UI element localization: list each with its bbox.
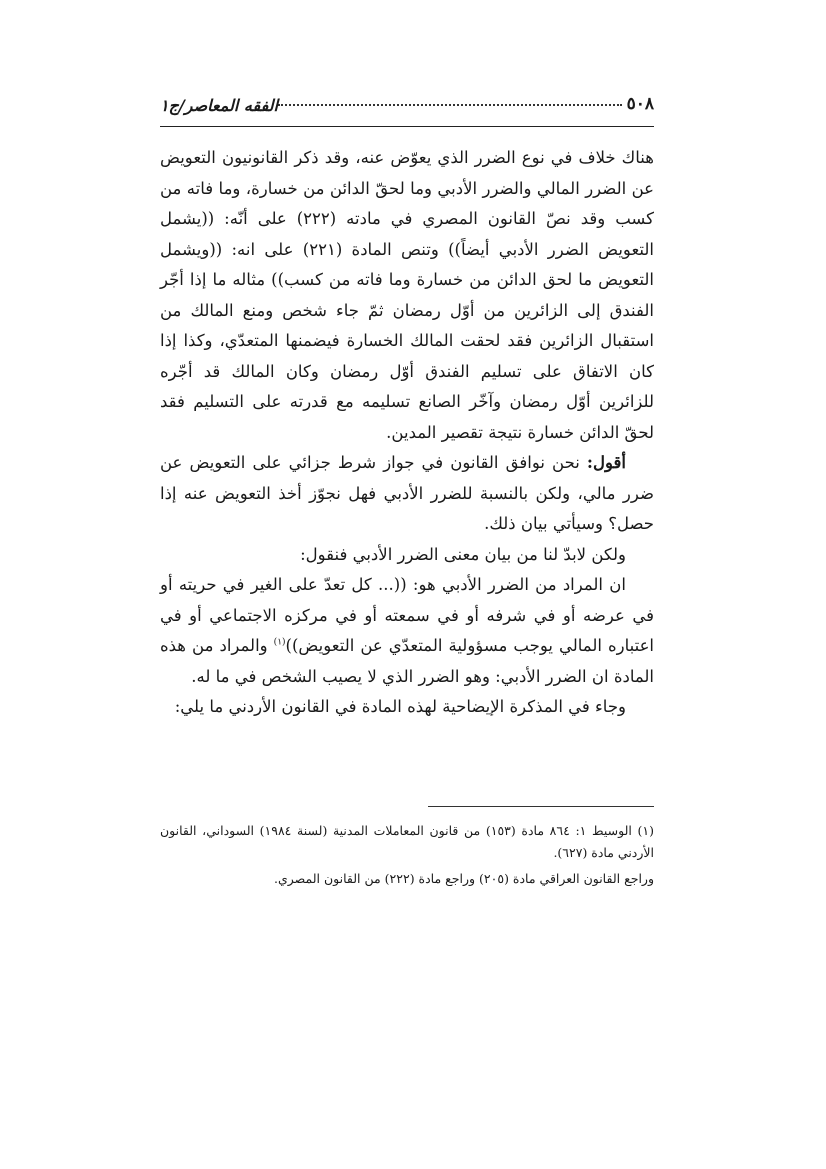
body-text (160, 143, 654, 723)
footnotes (160, 820, 654, 894)
page-header (160, 94, 654, 124)
paragraph-memo: وجاء في المذكرة الإيضاحية لهذه المادة في القانون الأردني ما يلي: (174, 697, 626, 716)
definition-explanation: والمراد من هذه المادة ان الضرر الأدبي: وهو الضرر الذي لا يصيب الشخص في ما له. (160, 636, 654, 686)
running-title: الفقه المعاصر/ج١ (160, 96, 278, 115)
paragraph-definition (160, 570, 654, 692)
footnote-marker: (١) (273, 637, 286, 648)
paragraph-intro: هناك خلاف في نوع الضرر الذي يعوّض عنه، وقد ذكر القانونيون التعويض عن الضرر المالي والضرر الأدبي وما لحقّ الدائن من خسارة، وما فاته من كسب وقد نصّ القانون المصري في مادته (٢٢٢) على أنّه: ((يشمل التعويض الضرر الأدبي أيضاً)) وتنص المادة (٢٢١) على انه: ((ويشمل التعويض ما لحق الدائن من خسارة وما فاته من كسب)) مثاله ما إذا أجّر الفندق إلى الزائرين من أوّل رمضان ثمّ جاء شخص ومنع المالك من استقبال الزائرين فقد لحقت المالك الخسارة فيضمنها المتعدّي، وكذا إذا كان الاتفاق على تسليم الفندق أوّل رمضان وكان المالك قد أجّره للزائرين أوّل رمضان وآخّر الصانع تسليمه مع قدرته على التسليم فقد لحقّ الدائن خسارة نتيجة تقصير المدين. (160, 148, 654, 442)
header-dot-leader (278, 104, 622, 106)
page-number: ٥٠٨ (626, 94, 654, 114)
footnote-1: (١) الوسيط ١: ٨٦٤ مادة (١٥٣) من قانون المعاملات المدنية (لسنة ١٩٨٤) السوداني، القانون الأردني مادة (٦٢٧). (160, 823, 654, 860)
paragraph-transition: ولكن لابدّ لنا من بيان معنى الضرر الأدبي فنقول: (300, 544, 626, 564)
opinion-lead: أقول: (586, 453, 626, 472)
footnote-separator (428, 806, 654, 807)
definition-quote: ان المراد من الضرر الأدبي هو: ((... كل تعدّ على الغير في حريته أو في عرضه أو في شرفه أو في سمعته أو في مركزه الاجتماعي أو في اعتباره المالي يوجب مسؤولية المتعدّي عن التعويض)) (160, 575, 654, 655)
paragraph-opinion (160, 448, 654, 540)
opinion-text: نحن نوافق القانون في جواز شرط جزائي على التعويض عن ضرر مالي، ولكن بالنسبة للضرر الأدبي فهل نجوّز أخذ التعويض عنه إذا حصل؟ وسيأتي بيان ذلك. (160, 453, 654, 533)
footnote-2: وراجع القانون العراقي مادة (٢٠٥) وراجع مادة (٢٢٢) من القانون المصري. (274, 871, 654, 886)
header-rule (160, 126, 654, 127)
